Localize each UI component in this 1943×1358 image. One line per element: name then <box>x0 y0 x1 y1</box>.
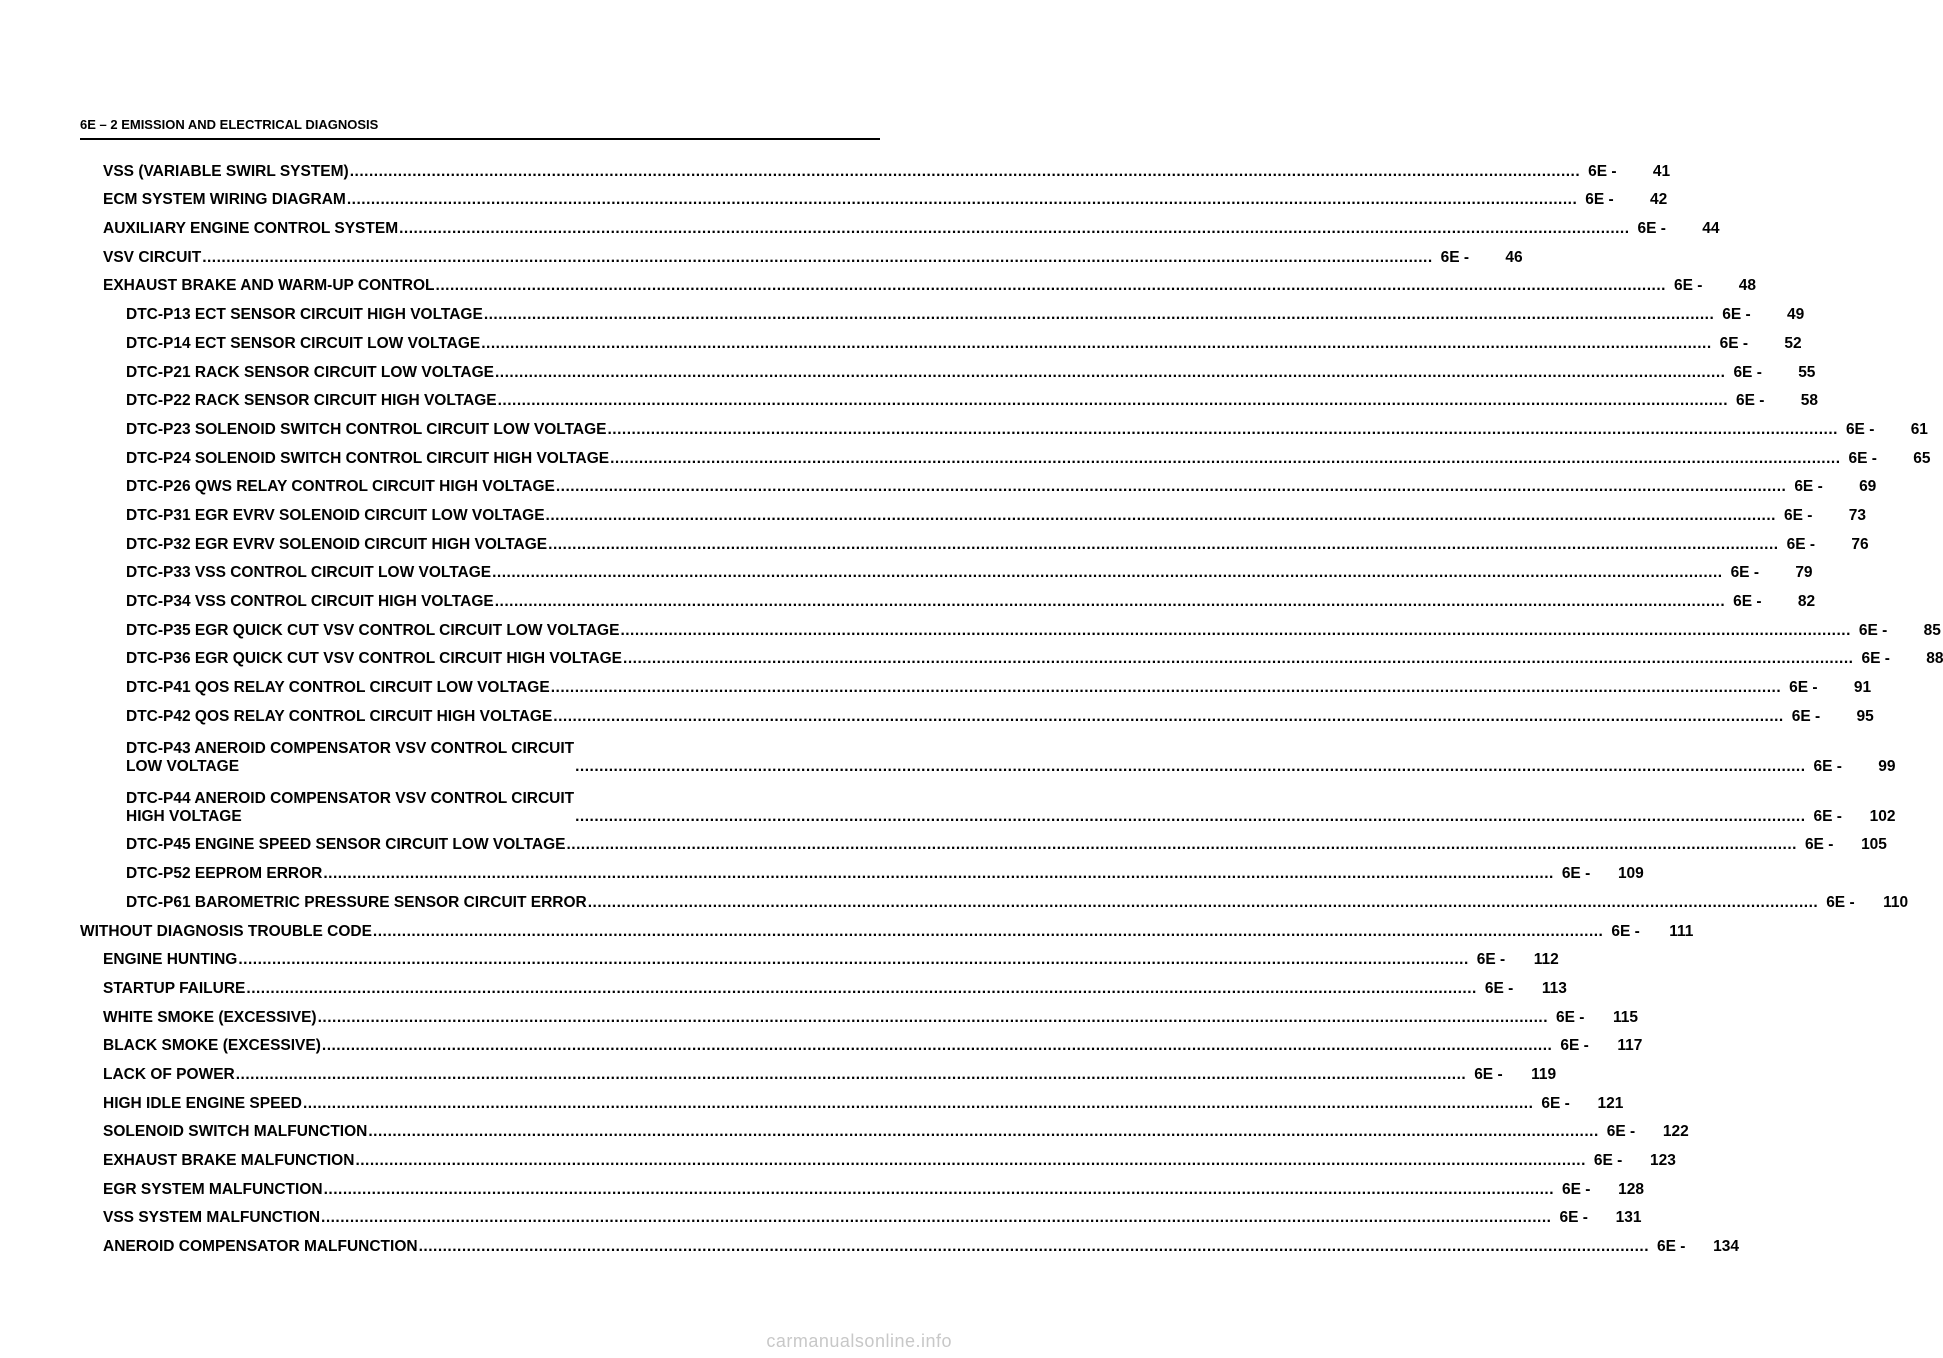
toc-entry-title: AUXILIARY ENGINE CONTROL SYSTEM <box>103 220 399 238</box>
dot-leader <box>245 980 1476 998</box>
toc-entry-section: 6E - <box>1826 893 1855 911</box>
toc-entry-section: 6E - <box>1588 162 1617 180</box>
toc-entry[interactable] <box>80 726 1896 776</box>
toc-entry-page <box>1541 1095 1623 1113</box>
toc-entry-page <box>1562 865 1644 883</box>
dot-leader <box>320 1209 1551 1227</box>
toc-entry[interactable] <box>80 152 1671 181</box>
toc-entry[interactable] <box>80 468 1877 497</box>
toc-entry-title: DTC-P45 ENGINE SPEED SENSOR CIRCUIT LOW VOLTAGE <box>126 836 566 854</box>
toc-entry-title: DTC-P34 VSS CONTROL CIRCUIT HIGH VOLTAGE <box>126 593 494 610</box>
toc-entry-page <box>1861 650 1943 668</box>
toc-entry[interactable] <box>80 1055 1557 1084</box>
toc-entry[interactable] <box>80 640 1943 669</box>
toc-entry[interactable] <box>80 410 1928 439</box>
dot-leader <box>497 392 1728 410</box>
toc-entry[interactable] <box>80 1113 1689 1142</box>
toc-entry-page <box>1733 593 1815 611</box>
toc-entry-page <box>1846 421 1928 439</box>
toc-entry-page-number: 123 <box>1650 1152 1676 1169</box>
toc-entry-section: 6E - <box>1845 420 1875 438</box>
toc-entry[interactable] <box>80 238 1523 267</box>
toc-entry-page <box>1657 1238 1739 1256</box>
toc-entry-title: DTC-P44 ANEROID COMPENSATOR VSV CONTROL CIRCUIT HIGH VOLTAGE <box>126 789 575 825</box>
toc-entry-page-number: 131 <box>1615 1209 1642 1227</box>
toc-entry-page-number: 42 <box>1650 191 1668 209</box>
toc-entry-section: 6E - <box>1556 1008 1585 1026</box>
toc-entry[interactable] <box>80 353 1816 382</box>
toc-entry-page-number: 82 <box>1797 593 1816 610</box>
dot-leader <box>317 1009 1548 1027</box>
toc-entry-title: WITHOUT DIAGNOSIS TROUBLE CODE <box>80 922 372 940</box>
toc-entry[interactable] <box>80 1141 1676 1170</box>
toc-entry[interactable] <box>80 1027 1643 1056</box>
toc-entry-title: DTC-P32 EGR EVRV SOLENOID CIRCUIT HIGH VOLTAGE <box>126 535 548 553</box>
dot-leader <box>566 836 1797 854</box>
toc-entry-page <box>1826 894 1908 912</box>
dot-leader <box>552 708 1783 726</box>
toc-entry-title: DTC-P61 BAROMETRIC PRESSURE SENSOR CIRCUIT ERROR <box>126 893 587 911</box>
toc-entry-section: 6E - <box>1813 807 1842 825</box>
toc-entry-title: DTC-P35 EGR QUICK CUT VSV CONTROL CIRCUIT LOW VOLTAGE <box>126 621 620 639</box>
dot-leader <box>494 364 1725 382</box>
toc-entry-section: 6E - <box>1791 707 1821 725</box>
toc-entry-page <box>1733 364 1815 382</box>
toc-entry[interactable] <box>80 295 1805 324</box>
dot-leader <box>321 1037 1552 1055</box>
toc-entry[interactable] <box>80 883 1909 912</box>
toc-entry[interactable] <box>80 998 1639 1027</box>
toc-entry-title: EXHAUST BRAKE AND WARM-UP CONTROL <box>103 277 435 295</box>
toc-entry[interactable] <box>80 439 1931 468</box>
toc-entry-title: ECM SYSTEM WIRING DIAGRAM <box>103 191 346 209</box>
dot-leader <box>483 306 1714 324</box>
dot-leader <box>574 758 1805 776</box>
toc-entry[interactable] <box>80 324 1802 353</box>
toc-entry-page-number: 134 <box>1713 1238 1740 1256</box>
toc-entry-title: WHITE SMOKE (EXCESSIVE) <box>103 1008 317 1026</box>
toc-entry-page <box>1720 335 1802 353</box>
toc-entry-section: 6E - <box>1783 506 1813 524</box>
toc-entry-page <box>1784 507 1866 525</box>
toc-entry-title: DTC-P23 SOLENOID SWITCH CONTROL CIRCUIT LOW VOLTAGE <box>126 420 607 438</box>
toc-entry-page <box>1560 1037 1642 1055</box>
toc-entry-page <box>1789 679 1871 697</box>
toc-entry-title: SOLENOID SWITCH MALFUNCTION <box>103 1123 368 1141</box>
toc-entry-section: 6E - <box>1733 363 1762 381</box>
dot-leader <box>491 564 1722 582</box>
toc-entry-section: 6E - <box>1559 1209 1588 1227</box>
toc-entry-page-number: 102 <box>1869 807 1896 825</box>
toc-entry-section: 6E - <box>1561 865 1591 883</box>
toc-entry-title: DTC-P22 RACK SENSOR CIRCUIT HIGH VOLTAGE <box>126 392 497 410</box>
dot-leader <box>201 249 1432 267</box>
toc-entry[interactable] <box>80 969 1567 998</box>
toc-entry-title: VSS SYSTEM MALFUNCTION <box>103 1209 321 1227</box>
toc-entry-section: 6E - <box>1722 306 1751 324</box>
toc-entry-page-number: 46 <box>1505 248 1523 266</box>
dot-leader <box>367 1123 1598 1141</box>
dot-leader <box>322 865 1553 883</box>
toc-entry-page-number: 48 <box>1738 277 1756 295</box>
dot-leader <box>346 191 1577 209</box>
toc-entry-page <box>1556 1009 1638 1027</box>
dot-leader <box>550 679 1781 697</box>
toc-entry-title: DTC-P43 ANEROID COMPENSATOR VSV CONTROL CIRCUIT LOW VOLTAGE <box>126 739 575 775</box>
toc-entry-title: VSV CIRCUIT <box>103 248 202 266</box>
toc-entry-page-number: 55 <box>1798 363 1816 381</box>
dot-leader <box>349 163 1580 181</box>
toc-entry-title: DTC-P21 RACK SENSOR CIRCUIT LOW VOLTAGE <box>126 363 494 381</box>
dot-leader <box>622 650 1853 668</box>
toc-entry[interactable] <box>80 668 1872 697</box>
toc-entry-section: 6E - <box>1440 248 1470 266</box>
toc-entry-page-number: 95 <box>1856 707 1874 725</box>
toc-entry-page-number: 79 <box>1795 564 1813 582</box>
toc-entry-page <box>1474 1066 1556 1084</box>
toc-entry-page-number: 111 <box>1669 922 1694 940</box>
toc-entry-page <box>1814 758 1896 776</box>
toc-entry-page-number: 76 <box>1851 535 1869 553</box>
dot-leader <box>235 1066 1466 1084</box>
dot-leader <box>237 951 1468 969</box>
toc-entry[interactable] <box>80 181 1668 210</box>
dot-leader <box>545 507 1776 525</box>
toc-entry-page-number: 85 <box>1923 621 1941 639</box>
toc-entry-page <box>1562 1181 1644 1199</box>
toc-entry-page <box>1477 951 1559 969</box>
toc-entry-section: 6E - <box>1804 836 1834 854</box>
toc-entry[interactable] <box>80 941 1559 970</box>
toc-entry-page <box>1594 1152 1676 1170</box>
toc-entry-title: EGR SYSTEM MALFUNCTION <box>103 1180 323 1198</box>
toc-entry[interactable] <box>80 1084 1624 1113</box>
toc-entry-section: 6E - <box>1786 535 1816 553</box>
toc-entry-title: HIGH IDLE ENGINE SPEED <box>103 1094 302 1112</box>
toc-entry-section: 6E - <box>1560 1037 1589 1055</box>
toc-entry-page <box>1485 980 1567 998</box>
toc-entry-title: LACK OF POWER <box>103 1065 235 1083</box>
toc-entry-title: DTC-P41 QOS RELAY CONTROL CIRCUIT LOW VOLTAGE <box>126 679 550 697</box>
toc-entry-title: ENGINE HUNTING <box>103 951 238 969</box>
toc-entry-title: EXHAUST BRAKE MALFUNCTION <box>103 1152 355 1169</box>
toc-entry-page-number: 88 <box>1926 650 1943 668</box>
toc-entry-page <box>1731 564 1813 582</box>
toc-entry-title: DTC-P24 SOLENOID SWITCH CONTROL CIRCUIT HIGH VOLTAGE <box>126 449 610 467</box>
toc-entry-title: DTC-P33 VSS CONTROL CIRCUIT LOW VOLTAGE <box>126 564 492 582</box>
dot-leader <box>302 1095 1533 1113</box>
toc-entry-page-number: 112 <box>1533 951 1559 969</box>
toc-entry[interactable] <box>80 776 1896 826</box>
toc-entry[interactable] <box>80 525 1869 554</box>
header-title: 6E – 2 EMISSION AND ELECTRICAL DIAGNOSIS <box>80 117 379 132</box>
dot-leader <box>574 808 1805 826</box>
toc-entry-title: DTC-P14 ECT SENSOR CIRCUIT LOW VOLTAGE <box>126 334 481 352</box>
dot-leader <box>494 593 1725 611</box>
toc-entry-title: ANEROID COMPENSATOR MALFUNCTION <box>103 1238 418 1256</box>
toc-entry[interactable] <box>80 496 1866 525</box>
dot-leader <box>480 335 1711 353</box>
toc-entry-page-number: 115 <box>1613 1008 1639 1026</box>
toc-entry-page-number: 99 <box>1878 757 1896 775</box>
dot-leader <box>418 1238 1649 1256</box>
toc-entry-section: 6E - <box>1730 564 1759 582</box>
dot-leader <box>398 220 1629 238</box>
toc-entry-section: 6E - <box>1562 1180 1591 1198</box>
toc-entry-title: STARTUP FAILURE <box>103 979 246 997</box>
toc-entry-section: 6E - <box>1474 1065 1503 1083</box>
toc-entry-page-number: 61 <box>1910 420 1928 438</box>
toc-entry-page <box>1674 277 1756 295</box>
toc-entry[interactable] <box>80 697 1874 726</box>
toc-entry-title: DTC-P52 EEPROM ERROR <box>126 865 323 883</box>
toc-entry-page-number: 117 <box>1617 1037 1643 1055</box>
toc-entry-section: 6E - <box>1611 922 1640 940</box>
toc-entry-title: BLACK SMOKE (EXCESSIVE) <box>103 1037 321 1055</box>
toc-entry-section: 6E - <box>1736 392 1765 410</box>
toc-entry-page <box>1849 450 1931 468</box>
toc-entry-page <box>1588 163 1670 181</box>
toc-entry-page-number: 52 <box>1784 334 1802 352</box>
toc-entry-page-number: 73 <box>1848 506 1866 524</box>
dot-leader <box>587 894 1818 912</box>
toc-entry-page-number: 44 <box>1702 220 1720 238</box>
toc-entry-title: DTC-P42 QOS RELAY CONTROL CIRCUIT HIGH VOLTAGE <box>126 707 553 725</box>
toc-entry[interactable] <box>80 1199 1642 1228</box>
dot-leader <box>323 1181 1554 1199</box>
toc-entry[interactable] <box>80 582 1816 611</box>
toc-entry-page-number: 121 <box>1597 1094 1624 1112</box>
toc-entry-title: DTC-P26 QWS RELAY CONTROL CIRCUIT HIGH VOLTAGE <box>126 478 555 496</box>
toc-entry-page <box>1722 306 1804 324</box>
dot-leader <box>607 421 1838 439</box>
toc-entry[interactable] <box>80 267 1756 296</box>
toc-entry-page <box>1638 220 1720 238</box>
toc-entry-page <box>1805 836 1887 854</box>
toc-entry-section: 6E - <box>1541 1094 1570 1112</box>
toc-entry-section: 6E - <box>1593 1152 1623 1169</box>
toc-entry-title: VSS (VARIABLE SWIRL SYSTEM) <box>103 162 349 180</box>
toc-entry-page <box>1611 923 1693 941</box>
toc-entry[interactable] <box>80 382 1819 411</box>
dot-leader <box>555 478 1786 496</box>
toc-entry-section: 6E - <box>1813 757 1842 775</box>
toc-entry-section: 6E - <box>1673 277 1703 295</box>
toc-entry-section: 6E - <box>1848 449 1877 467</box>
dot-leader <box>372 923 1603 941</box>
toc-entry-page <box>1787 536 1869 554</box>
dot-leader <box>354 1152 1585 1170</box>
toc-entry-page-number: 58 <box>1800 392 1819 410</box>
toc-entry-section: 6E - <box>1606 1123 1636 1141</box>
toc-entry-section: 6E - <box>1585 191 1614 209</box>
toc-entry-page-number: 119 <box>1531 1065 1557 1083</box>
toc-entry-page-number: 122 <box>1662 1123 1689 1141</box>
toc-entry-page-number: 128 <box>1618 1180 1645 1198</box>
toc-entry-page-number: 105 <box>1861 836 1887 854</box>
toc-entry[interactable] <box>80 209 1720 238</box>
toc-entry-page <box>1794 478 1876 496</box>
page-header <box>80 116 880 140</box>
watermark: carmanualsonline.info <box>766 1331 952 1351</box>
toc-entry-page-number: 91 <box>1853 679 1872 697</box>
table-of-contents <box>80 152 1943 1256</box>
toc-entry[interactable] <box>80 912 1694 941</box>
toc-entry[interactable] <box>80 611 1941 640</box>
toc-entry-section: 6E - <box>1476 951 1506 969</box>
toc-entry-page <box>1736 392 1818 410</box>
dot-leader <box>609 450 1840 468</box>
toc-entry-section: 6E - <box>1794 478 1823 496</box>
toc-entry-section: 6E - <box>1858 621 1888 639</box>
toc-entry-page <box>1792 708 1874 726</box>
toc-entry-page <box>1441 249 1523 267</box>
toc-entry[interactable] <box>80 1227 1740 1256</box>
toc-entry-title: DTC-P13 ECT SENSOR CIRCUIT HIGH VOLTAGE <box>126 306 483 324</box>
toc-entry[interactable] <box>80 854 1644 883</box>
toc-entry-section: 6E - <box>1789 679 1818 697</box>
toc-entry-page-number: 110 <box>1883 893 1909 911</box>
toc-entry-page <box>1859 622 1941 640</box>
dot-leader <box>547 536 1778 554</box>
dot-leader <box>435 277 1666 295</box>
toc-entry-page-number: 65 <box>1913 449 1931 467</box>
toc-entry-page-number: 49 <box>1787 306 1805 324</box>
toc-entry-section: 6E - <box>1657 1238 1686 1256</box>
toc-entry-section: 6E - <box>1861 650 1890 668</box>
toc-entry[interactable] <box>80 1170 1645 1199</box>
toc-entry-page-number: 69 <box>1859 478 1877 496</box>
toc-entry-page <box>1607 1123 1689 1141</box>
toc-entry-page-number: 41 <box>1652 162 1671 180</box>
toc-entry[interactable] <box>80 826 1887 855</box>
toc-entry-title: DTC-P31 EGR EVRV SOLENOID CIRCUIT LOW VOLTAGE <box>126 506 545 524</box>
toc-entry-page <box>1814 808 1896 826</box>
toc-entry-title: DTC-P36 EGR QUICK CUT VSV CONTROL CIRCUIT HIGH VOLTAGE <box>126 650 623 668</box>
toc-entry-section: 6E - <box>1719 334 1749 352</box>
toc-entry-page-number: 109 <box>1617 865 1644 883</box>
toc-entry-section: 6E - <box>1484 979 1514 997</box>
toc-entry-page <box>1559 1209 1641 1227</box>
toc-entry-section: 6E - <box>1733 593 1762 610</box>
toc-entry-section: 6E - <box>1637 220 1666 238</box>
toc-entry-page-number: 113 <box>1541 979 1567 997</box>
toc-entry[interactable] <box>80 554 1813 583</box>
toc-entry-page <box>1585 191 1667 209</box>
dot-leader <box>619 622 1850 640</box>
